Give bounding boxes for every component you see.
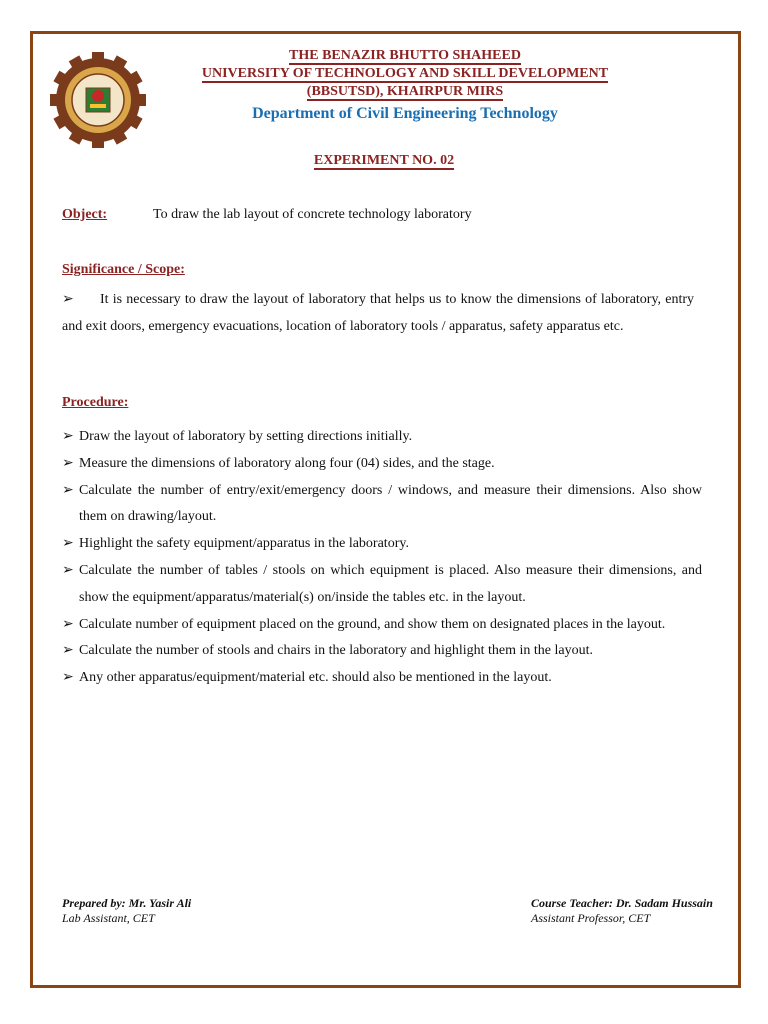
- header-line-3: (BBSUTSD), KHAIRPUR MIRS: [306, 84, 504, 99]
- course-teacher-block: [531, 896, 713, 926]
- significance-text: It is necessary to draw the layout of laboratory that helps us to know the dimensions of laboratory, entry and exit doors, emergency evacuations, location of laboratory tools / apparatus, safety apparatus etc.: [62, 292, 694, 334]
- department-title: Department of Civil Engineering Technology: [252, 105, 558, 122]
- list-item: ➢ Calculate the number of stools and chairs in the laboratory and highlight them in the layout.: [62, 638, 702, 665]
- arrow-bullet-icon: ➢: [62, 643, 74, 659]
- header-line-2: UNIVERSITY OF TECHNOLOGY AND SKILL DEVELOPMENT: [201, 66, 609, 81]
- list-item: ➢ Calculate number of equipment placed on the ground, and show them on designated places in the layout.: [62, 612, 702, 639]
- arrow-bullet-icon: ➢: [62, 482, 74, 498]
- university-logo: [48, 50, 148, 150]
- arrow-bullet-icon: ➢: [62, 292, 74, 307]
- arrow-bullet-icon: ➢: [62, 455, 74, 471]
- procedure-list: [62, 424, 702, 692]
- prepared-by-block: [62, 896, 191, 926]
- course-teacher: Course Teacher: Dr. Sadam Hussain: [531, 896, 713, 910]
- significance-label: Significance / Scope:: [62, 262, 185, 277]
- list-item: ➢ Calculate the number of entry/exit/emergency doors / windows, and measure their dimensions. Also show them on drawing/layout.: [62, 478, 702, 532]
- header-line-1: THE BENAZIR BHUTTO SHAHEED: [289, 48, 521, 63]
- course-teacher-role: Assistant Professor, CET: [531, 911, 651, 925]
- significance-paragraph: [62, 286, 694, 340]
- experiment-title: EXPERIMENT NO. 02: [313, 153, 455, 168]
- prepared-by: Prepared by: Mr. Yasir Ali: [62, 896, 192, 910]
- list-item: ➢ Highlight the safety equipment/apparatus in the laboratory.: [62, 531, 702, 558]
- arrow-bullet-icon: ➢: [62, 429, 74, 444]
- arrow-bullet-icon: ➢: [62, 670, 74, 686]
- prepared-by-role: Lab Assistant, CET: [62, 911, 155, 925]
- list-item: ➢ Measure the dimensions of laboratory along four (04) sides, and the stage.: [62, 451, 702, 478]
- arrow-bullet-icon: ➢: [62, 616, 74, 632]
- arrow-bullet-icon: ➢: [62, 562, 74, 578]
- list-item: ➢ Draw the layout of laboratory by setting directions initially.: [62, 424, 702, 451]
- list-item: ➢ Any other apparatus/equipment/material etc. should also be mentioned in the layout.: [62, 665, 702, 692]
- arrow-bullet-icon: ➢: [62, 536, 74, 552]
- object-text: To draw the lab layout of concrete technology laboratory: [153, 207, 472, 222]
- list-item: ➢ Calculate the number of tables / stools on which equipment is placed. Also measure their dimensions, and show the equipment/apparatus/material(s) on/inside the tables etc. in the layout.: [62, 558, 702, 612]
- procedure-label: Procedure:: [62, 395, 129, 410]
- object-label: Object:: [62, 207, 108, 222]
